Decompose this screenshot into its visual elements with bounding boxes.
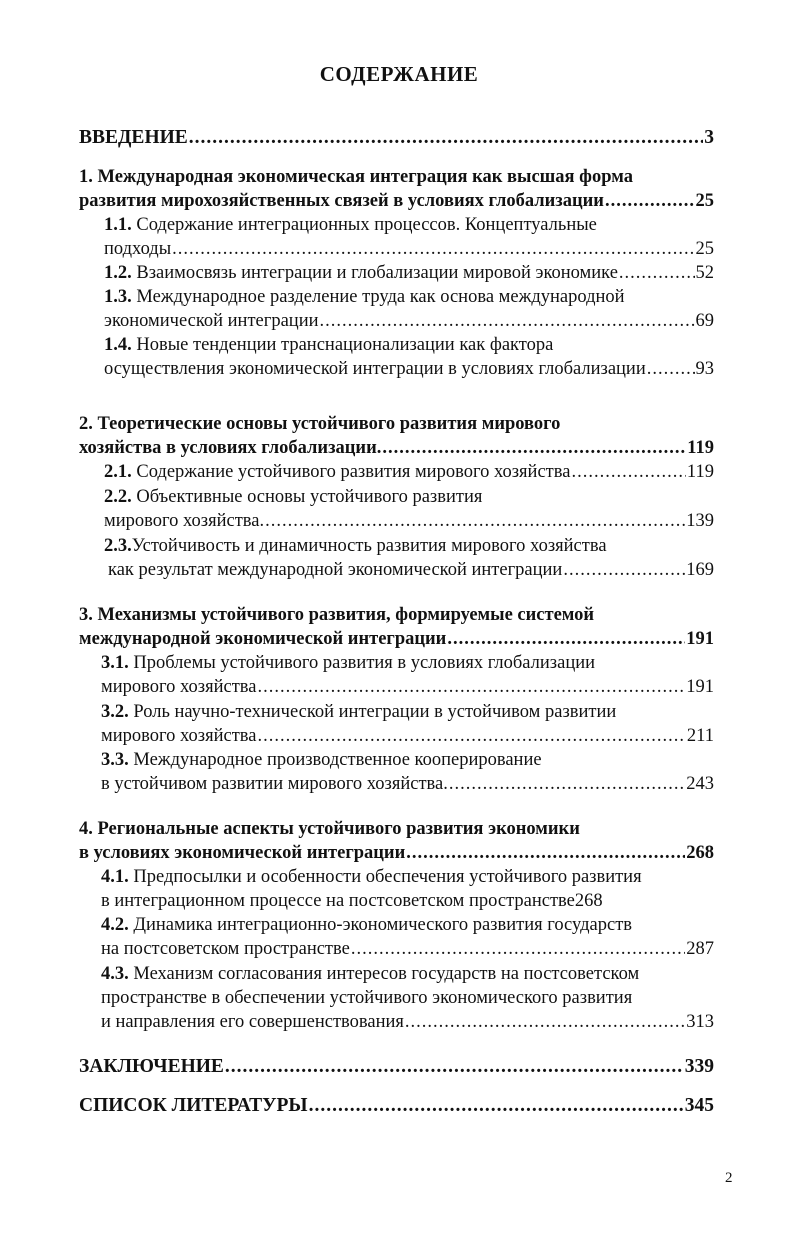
- leader-dots: [406, 841, 685, 865]
- chapter-1-title-cont: развития мирохозяйственных связей в условиях глобализации ..... 25: [79, 189, 714, 213]
- section-3-2-cont: мирового хозяйства ..... 211: [101, 724, 714, 748]
- section-4-1: 4.1. Предпосылки и особенности обеспечения устойчивого развития: [101, 867, 642, 887]
- chapter-3-title-cont: международной экономической интеграции ..... 191: [79, 627, 714, 651]
- section-4-2-cont: на постсоветском пространстве ..... 287: [101, 937, 714, 961]
- section-1-3-cont: экономической интеграции ..... 69: [104, 309, 714, 333]
- leader-dots: [225, 1055, 684, 1079]
- chapter-3-title: 3. Механизмы устойчивого развития, формируемые системой: [79, 605, 595, 625]
- section-3-3-cont: в устойчивом развитии мирового хозяйства. ..... 243: [101, 772, 714, 796]
- leader-dots: [605, 189, 695, 213]
- toc-title: СОДЕРЖАНИЕ: [319, 62, 479, 86]
- leader-dots: [382, 436, 686, 460]
- leader-dots: [571, 460, 685, 484]
- section-4-3-cont: пространстве в обеспечении устойчивого экономического развития: [101, 988, 633, 1008]
- page-number: 2: [725, 1170, 733, 1186]
- chapter-4-title-cont: в условиях экономической интеграции ..... 268: [79, 841, 714, 865]
- section-2-1: 2.1. Содержание устойчивого развития мирового хозяйства ..... 119: [104, 460, 714, 484]
- section-1-1: 1.1. Содержание интеграционных процессов. Концептуальные: [104, 215, 597, 235]
- leader-dots: [172, 237, 694, 261]
- section-1-2: 1.2. Взаимосвязь интеграции и глобализации мировой экономике ..... 52: [104, 261, 714, 285]
- leader-dots: [447, 627, 685, 651]
- leader-dots: [265, 509, 685, 533]
- leader-dots: [257, 724, 685, 748]
- toc-entry-conclusion: ЗАКЛЮЧЕНИЕ ..... 339: [79, 1055, 714, 1079]
- leader-dots: [449, 772, 685, 796]
- leader-dots: [351, 937, 685, 961]
- chapter-2-title: 2. Теоретические основы устойчивого развития мирового: [79, 414, 561, 434]
- leader-dots: [619, 261, 695, 285]
- leader-dots: [405, 1010, 685, 1034]
- leader-dots: [563, 558, 685, 582]
- section-2-3-cont: как результат международной экономической интеграции ..... 169: [108, 558, 714, 582]
- section-1-3: 1.3. Международное разделение труда как основа международной: [104, 287, 625, 307]
- leader-dots: [189, 126, 703, 150]
- leader-dots: [647, 357, 695, 381]
- section-3-2: 3.2. Роль научно-технической интеграции в устойчивом развитии: [101, 702, 617, 722]
- section-2-2-cont: мирового хозяйства. ..... 139: [104, 509, 714, 533]
- section-4-3-cont2: и направления его совершенствования ..... 313: [101, 1010, 714, 1034]
- chapter-4-title: 4. Региональные аспекты устойчивого развития экономики: [79, 819, 580, 839]
- chapter-1-title: 1. Международная экономическая интеграция как высшая форма: [79, 167, 633, 187]
- toc-entry-references: СПИСОК ЛИТЕРАТУРЫ ..... 345: [79, 1094, 714, 1118]
- section-2-2: 2.2. Объективные основы устойчивого развития: [104, 487, 483, 507]
- leader-dots: [320, 309, 695, 333]
- section-3-3: 3.3. Международное производственное кооперирование: [101, 750, 542, 770]
- section-1-1-cont: подходы ..... 25: [104, 237, 714, 261]
- section-3-1: 3.1. Проблемы устойчивого развития в условиях глобализации: [101, 653, 596, 673]
- section-4-1-cont: в интеграционном процессе на постсоветском пространстве268: [101, 891, 603, 911]
- section-1-4-cont: осуществления экономической интеграции в условиях глобализации ..... 93: [104, 357, 714, 381]
- leader-dots: [257, 675, 685, 699]
- section-4-2: 4.2. Динамика интеграционно-экономического развития государств: [101, 915, 633, 935]
- section-3-1-cont: мирового хозяйства ..... 191: [101, 675, 714, 699]
- toc-entry-intro: ВВЕДЕНИЕ ..... 3: [79, 126, 714, 150]
- section-1-4: 1.4. Новые тенденции транснационализации как фактора: [104, 335, 554, 355]
- section-2-3: 2.3.Устойчивость и динамичность развития мирового хозяйства: [104, 536, 607, 556]
- section-4-3: 4.3. Механизм согласования интересов государств на постсоветском: [101, 964, 640, 984]
- leader-dots: [309, 1094, 684, 1118]
- chapter-2-title-cont: хозяйства в условиях глобализации. ..... 119: [79, 436, 714, 460]
